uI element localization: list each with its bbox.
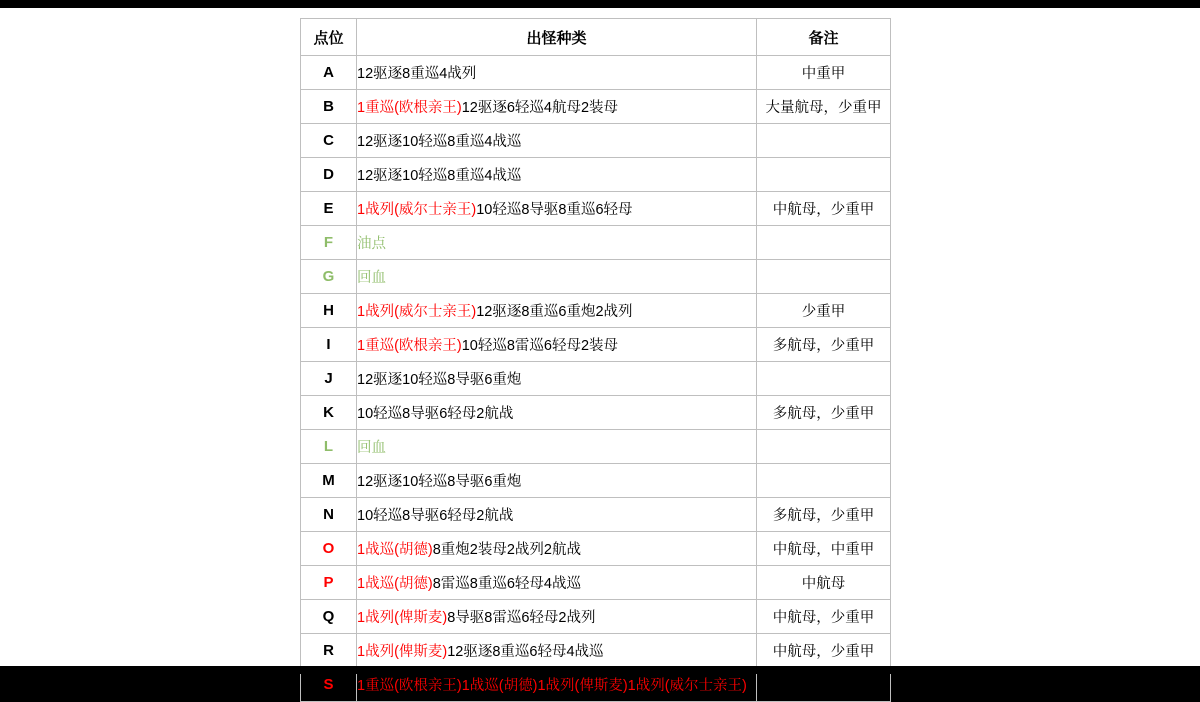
cell-enemy-kind	[357, 600, 757, 634]
table-row	[301, 56, 891, 90]
enemy-kind-body: 回血	[357, 270, 386, 286]
cell-enemy-kind	[357, 362, 757, 396]
table-row	[301, 158, 891, 192]
table-body	[301, 56, 891, 702]
cell-point: A	[301, 56, 357, 90]
cell-point: I	[301, 328, 357, 362]
table-row	[301, 192, 891, 226]
header-point: 点位	[301, 19, 357, 56]
cell-enemy-kind	[357, 294, 757, 328]
cell-enemy-kind	[357, 396, 757, 430]
cell-note	[757, 226, 891, 260]
enemy-kind-body: 回血	[357, 440, 386, 456]
cell-point: Q	[301, 600, 357, 634]
cell-enemy-kind	[357, 192, 757, 226]
cell-point: R	[301, 634, 357, 668]
table-header-row	[301, 19, 891, 56]
cell-note	[757, 430, 891, 464]
enemy-kind-body: 12驱逐8重巡6重炮2战列	[476, 304, 633, 320]
cell-point: O	[301, 532, 357, 566]
cell-enemy-kind	[357, 226, 757, 260]
enemy-kind-body: 12驱逐10轻巡8导驱6重炮	[357, 474, 522, 490]
table-row	[301, 124, 891, 158]
cell-enemy-kind	[357, 498, 757, 532]
cell-note	[757, 260, 891, 294]
cell-enemy-kind	[357, 634, 757, 668]
cell-note	[757, 158, 891, 192]
cell-enemy-kind	[357, 124, 757, 158]
header-kind: 出怪种类	[357, 19, 757, 56]
cell-point: N	[301, 498, 357, 532]
cell-enemy-kind	[357, 260, 757, 294]
cell-note	[757, 362, 891, 396]
table-row	[301, 566, 891, 600]
cell-note: 中航母，少重甲	[757, 634, 891, 668]
enemy-kind-body: 12驱逐6轻巡4航母2装母	[461, 100, 619, 116]
enemy-kind-body: 12驱逐10轻巡8导驱6重炮	[357, 372, 522, 388]
enemy-kind-body: 12驱逐8重巡4战列	[357, 66, 477, 82]
enemy-kind-body: 8重炮2装母2战列2航战	[432, 542, 581, 558]
enemy-kind-flagship: 1重巡(欧根亲王)	[357, 338, 462, 354]
cell-point: C	[301, 124, 357, 158]
bottom-letterbox-bar	[0, 666, 1200, 674]
enemy-kind-body: 10轻巡8导驱6轻母2航战	[357, 508, 514, 524]
cell-point: S	[301, 668, 357, 702]
enemy-kind-body: 12驱逐10轻巡8重巡4战巡	[357, 168, 522, 184]
table-row	[301, 260, 891, 294]
cell-enemy-kind	[357, 566, 757, 600]
enemy-kind-body: 10轻巡8雷巡6轻母2装母	[461, 338, 619, 354]
enemy-kind-flagship: 1重巡(欧根亲王)1战巡(胡德)1战列(俾斯麦)1战列(威尔士亲王)	[357, 678, 747, 694]
cell-note: 中航母，中重甲	[757, 532, 891, 566]
cell-note: 多航母，少重甲	[757, 396, 891, 430]
table-row	[301, 634, 891, 668]
cell-enemy-kind	[357, 158, 757, 192]
enemy-spawn-table	[300, 18, 891, 702]
table-row	[301, 430, 891, 464]
cell-point: E	[301, 192, 357, 226]
enemy-kind-flagship: 1战列(俾斯麦)	[357, 610, 448, 626]
cell-note: 大量航母，少重甲	[757, 90, 891, 124]
cell-point: G	[301, 260, 357, 294]
enemy-kind-body: 10轻巡8导驱6轻母2航战	[357, 406, 514, 422]
table-row	[301, 294, 891, 328]
cell-enemy-kind	[357, 464, 757, 498]
enemy-kind-body: 8雷巡8重巡6轻母4战巡	[432, 576, 581, 592]
enemy-kind-flagship: 1战列(威尔士亲王)	[357, 202, 477, 218]
cell-enemy-kind	[357, 532, 757, 566]
cell-point: B	[301, 90, 357, 124]
table-row	[301, 90, 891, 124]
cell-note	[757, 124, 891, 158]
enemy-kind-flagship: 1战列(威尔士亲王)	[357, 304, 477, 320]
enemy-spawn-table-container	[300, 18, 890, 702]
cell-note: 中重甲	[757, 56, 891, 90]
cell-enemy-kind	[357, 56, 757, 90]
cell-point: L	[301, 430, 357, 464]
cell-enemy-kind	[357, 328, 757, 362]
document-page	[0, 8, 1200, 694]
table-row	[301, 532, 891, 566]
cell-point: J	[301, 362, 357, 396]
cell-enemy-kind	[357, 430, 757, 464]
enemy-kind-body: 10轻巡8导驱8重巡6轻母	[476, 202, 633, 218]
cell-note	[757, 464, 891, 498]
enemy-kind-body: 12驱逐10轻巡8重巡4战巡	[357, 134, 522, 150]
cell-point: P	[301, 566, 357, 600]
cell-note: 中航母	[757, 566, 891, 600]
cell-point: D	[301, 158, 357, 192]
cell-point: F	[301, 226, 357, 260]
table-row	[301, 362, 891, 396]
cell-enemy-kind	[357, 90, 757, 124]
cell-note: 中航母，少重甲	[757, 192, 891, 226]
table-row	[301, 396, 891, 430]
cell-note: 多航母，少重甲	[757, 328, 891, 362]
table-row	[301, 226, 891, 260]
enemy-kind-body: 油点	[357, 236, 386, 252]
table-row	[301, 328, 891, 362]
header-note: 备注	[757, 19, 891, 56]
cell-point: K	[301, 396, 357, 430]
enemy-kind-flagship: 1战巡(胡德)	[357, 542, 433, 558]
table-row	[301, 464, 891, 498]
enemy-kind-body: 12驱逐8重巡6轻母4战巡	[447, 644, 604, 660]
table-row	[301, 600, 891, 634]
cell-point: H	[301, 294, 357, 328]
top-letterbox-bar	[0, 0, 1200, 8]
cell-note: 中航母，少重甲	[757, 600, 891, 634]
cell-note: 少重甲	[757, 668, 891, 702]
enemy-kind-flagship: 1战列(俾斯麦)	[357, 644, 448, 660]
cell-note: 多航母，少重甲	[757, 498, 891, 532]
cell-point: M	[301, 464, 357, 498]
enemy-kind-flagship: 1重巡(欧根亲王)	[357, 100, 462, 116]
enemy-kind-flagship: 1战巡(胡德)	[357, 576, 433, 592]
enemy-kind-body: 8导驱8雷巡6轻母2战列	[447, 610, 596, 626]
cell-note: 少重甲	[757, 294, 891, 328]
table-row	[301, 498, 891, 532]
